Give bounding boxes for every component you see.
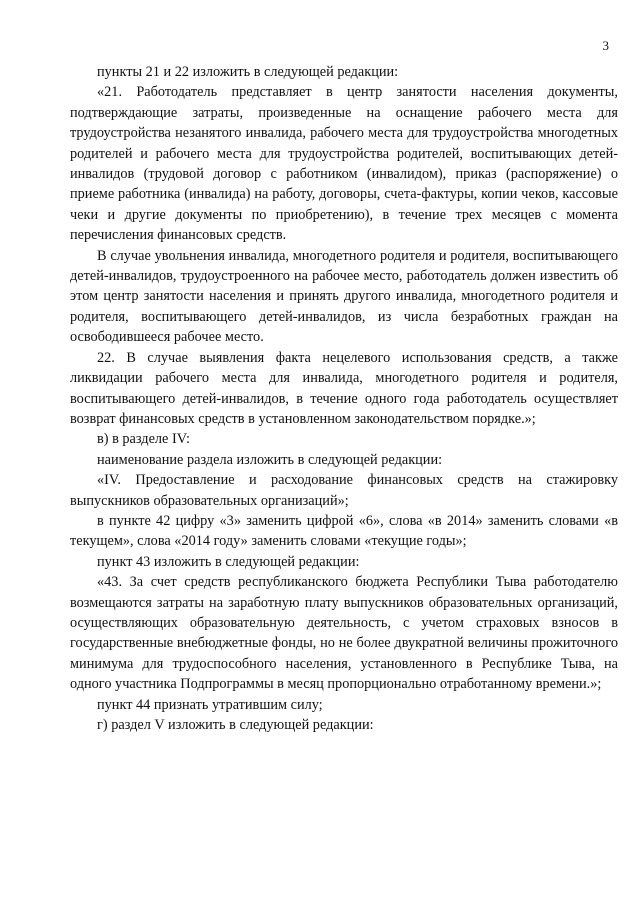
paragraph-item-44: пункт 44 признать утратившим силу;: [97, 696, 323, 713]
paragraph-item-42: в пункте 42 цифру «3» заменить цифрой «6», слова «в 2014» заменить словами «в текущем», слова «2014 году» заменить словами «текущие годы»;: [70, 512, 618, 550]
paragraph-item-22: 22. В случае выявления факта нецелевого использования средств, а также ликвидации рабочего места для инвалида, многодетного родителя и родителя, воспитывающего детей-инвалидов, в течение одного года работодатель осуществляет возврат финансовых средств в установленном законодательством порядке.»;: [70, 349, 618, 427]
paragraph-item-43: «43. За счет средств республиканского бюджета Республики Тыва работодателю возмещаются затраты на заработную плату выпускников образовательных организаций, осуществляющих образовательную деятельность, с учетом страховых взносов в государственные внебюджетные фонды, но не более двукратной величины прожиточного минимума для трудоспособного населения, установленного в Республике Тыва, на одного участника Подпрограммы в месяц пропорционально отработанному времени.»;: [70, 574, 618, 693]
paragraph-dismissal: В случае увольнения инвалида, многодетного родителя и родителя, воспитывающего детей-инвалидов, трудоустроенного на рабочее место, работодатель должен известить об этом центр занятости населения и принять другого инвалида, многодетного родителя и родителя, воспитывающего детей-инвалидов, из числа безработных граждан на освободившееся рабочее место.: [70, 247, 618, 346]
paragraph-section-iv: в) в разделе IV:: [97, 431, 190, 448]
paragraph-item-43-intro: пункт 43 изложить в следующей редакции:: [97, 553, 360, 570]
paragraph-section-name: наименование раздела изложить в следующей редакции:: [97, 451, 443, 468]
paragraph-intro: пункты 21 и 22 изложить в следующей редакции:: [97, 64, 399, 80]
paragraph-section-iv-title: «IV. Предоставление и расходование финансовых средств на стажировку выпускников образовательных организаций»;: [70, 472, 618, 509]
paragraph-section-v: г) раздел V изложить в следующей редакции:: [97, 717, 374, 733]
paragraph-item-21: «21. Работодатель представляет в центр занятости населения документы, подтверждающие затраты, произведенные на оснащение рабочего места для трудоустройства незанятого инвалида, рабочего места для трудоустройства многодетных родителей и рабочего места для трудоустройства родителей, воспитывающих детей-инвалидов (трудовой договор с работником (инвалидом), приказ (распоряжение) о приеме работника (инвалида) на работу, договоры, счета-фактуры, копии чеков, кассовые чеки и другие документы по приобретению), в течение трех месяцев с момента перечисления финансовых средств.: [70, 84, 618, 244]
page-number: 3: [602, 38, 609, 53]
document-body: [70, 62, 618, 735]
